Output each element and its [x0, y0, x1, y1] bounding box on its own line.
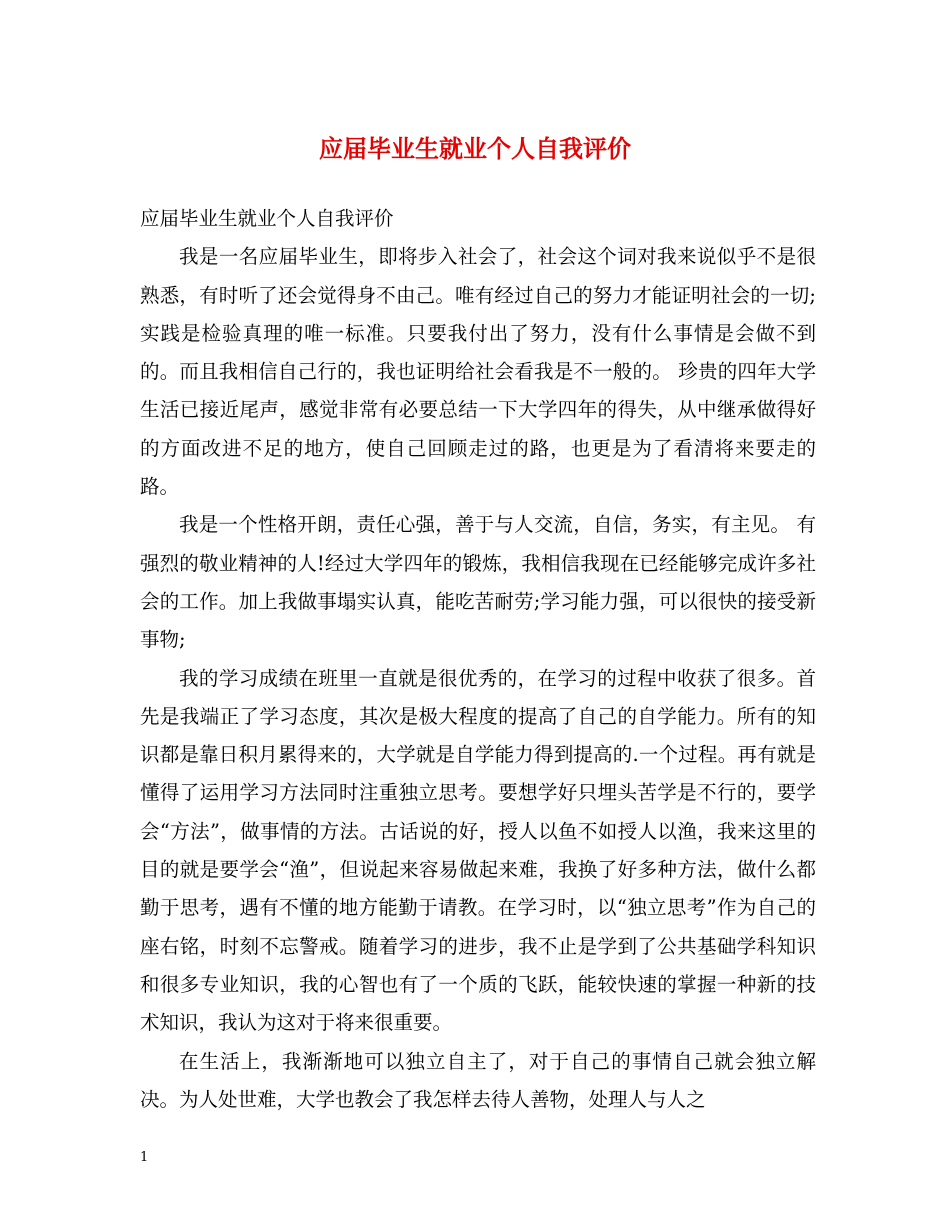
page-number: 1 — [140, 1150, 149, 1165]
paragraph-3: 我的学习成绩在班里一直就是很优秀的，在学习的过程中收获了很多。首先是我端正了学习态度，其次是极大程度的提高了自己的自学能力。所有的知识都是靠日积月累得来的，大学就是自学能力得到提高的.一个过程。再有就是懂得了运用学习方法同时注重独立思考。要想学好只埋头苦学是不行的，要学会“方法”，做事情的方法。古话说的好，授人以鱼不如授人以渔，我来这里的目的就是要学会“渔”，但说起来容易做起来难，我换了好多种方法，做什么都勤于思考，遇有不懂的地方能勤于请教。在学习时，以“独立思考”作为自己的座右铭，时刻不忘警戒。随着学习的进步，我不止是学到了公共基础学科知识和很多专业知识，我的心智也有了一个质的飞跃，能较快速的掌握一种新的技术知识，我认为这对于将来很重要。 — [140, 666, 816, 1035]
paragraph-1: 我是一名应届毕业生，即将步入社会了，社会这个词对我来说似乎不是很熟悉，有时听了还会觉得身不由己。唯有经过自己的努力才能证明社会的一切;实践是检验真理的唯一标准。只要我付出了努力，没有什么事情是会做不到的。而且我相信自己行的，我也证明给社会看我是不一般的。 珍贵的四年大学生活已接近尾声，感觉非常有必要总结一下大学四年的得失，从中继承做得好的方面改进不足的地方，使自己回顾走过的路，也更是为了看清将来要走的路。 — [140, 245, 816, 499]
page-title: 应届毕业生就业个人自我评价 — [319, 134, 631, 163]
document-subtitle: 应届毕业生就业个人自我评价 — [140, 207, 394, 230]
document-body — [140, 200, 816, 1119]
paragraph-2: 我是一个性格开朗，责任心强，善于与人交流，自信，务实，有主见。 有强烈的敬业精神的人!经过大学四年的锻炼，我相信我现在已经能够完成许多社会的工作。加上我做事塌实认真，能吃苦耐劳;学习能力强，可以很快的接受新事物; — [140, 513, 816, 652]
paragraph-4: 在生活上，我渐渐地可以独立自主了，对于自己的事情自己就会独立解决。为人处世难，大学也教会了我怎样去待人善物，处理人与人之 — [140, 1049, 816, 1111]
